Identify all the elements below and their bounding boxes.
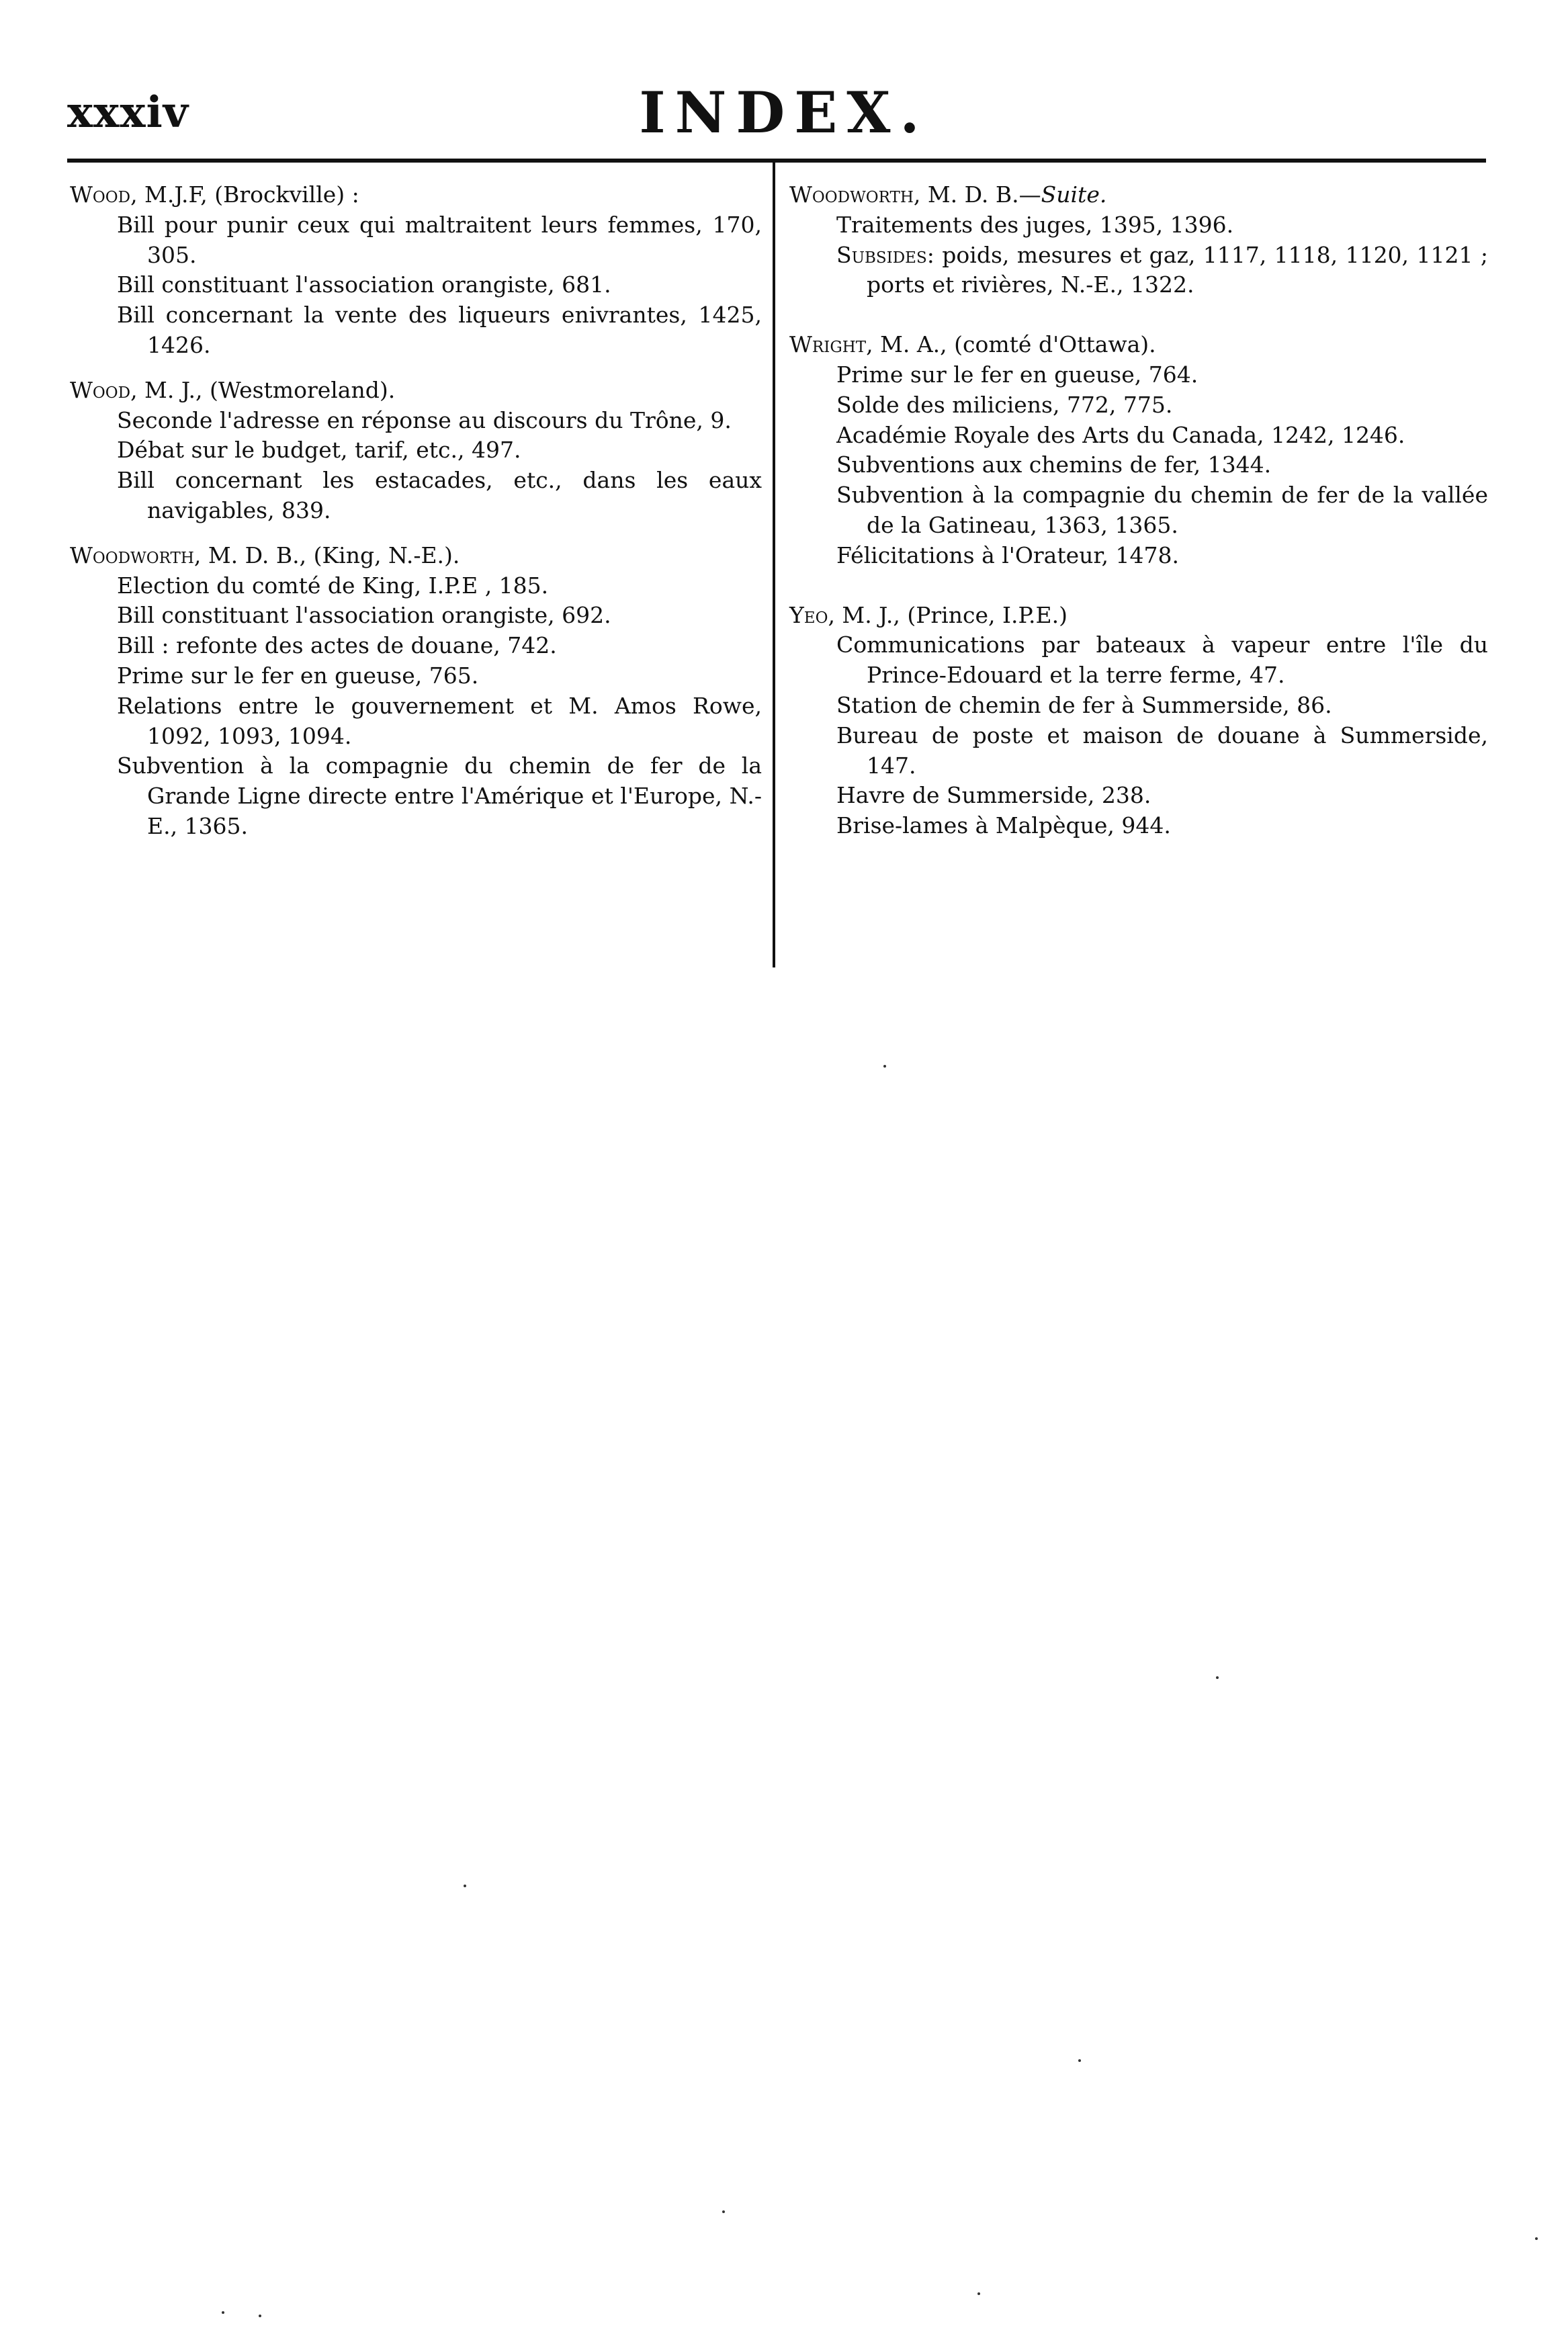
entry-item: Bureau de poste et maison de douane à Summerside, 147. xyxy=(836,722,1488,779)
scan-speck xyxy=(722,2210,725,2213)
scan-speck xyxy=(977,2292,980,2295)
member-details: , M.J.F, (Brockville) : xyxy=(130,181,359,208)
continued-label: Suite. xyxy=(1041,181,1107,208)
member-name: Wood xyxy=(70,181,131,208)
entry-item: Traitements des juges, 1395, 1396. xyxy=(836,211,1234,238)
entry-item xyxy=(836,241,1488,301)
index-entry xyxy=(789,330,1488,570)
page-title: INDEX. xyxy=(639,79,929,146)
entry-item: Brise-lames à Malpèque, 944. xyxy=(836,812,1171,839)
index-entry xyxy=(789,601,1488,841)
member-name: Wright xyxy=(789,331,867,358)
entry-item: Station de chemin de fer à Summerside, 86. xyxy=(836,691,1332,718)
member-details: , M. D. B.— xyxy=(913,181,1041,208)
entry-item: Bill pour punir ceux qui maltraitent leurs femmes, 170, 305. xyxy=(117,211,762,268)
entry-heading xyxy=(789,601,1488,631)
member-details: , M. A., (comté d'Ottawa). xyxy=(866,331,1156,358)
header-rule xyxy=(67,159,1486,163)
member-name: Yeo xyxy=(789,601,828,628)
entry-item: Subvention à la compagnie du chemin de fer de la vallée de la Gatineau, 1363, 1365. xyxy=(836,482,1488,538)
entry-item: Académie Royale des Arts du Canada, 1242, 1246. xyxy=(836,421,1405,448)
member-name: Woodworth xyxy=(789,181,914,208)
left-column xyxy=(70,180,762,857)
index-entry xyxy=(70,180,762,361)
scan-speck xyxy=(1216,1676,1219,1679)
entry-item: Prime sur le fer en gueuse, 764. xyxy=(836,361,1199,388)
entry-heading xyxy=(70,541,762,571)
entry-item: Election du comté de King, I.P.E , 185. xyxy=(117,572,549,599)
scan-speck xyxy=(883,1065,886,1068)
entry-item: Solde des miliciens, 772, 775. xyxy=(836,391,1173,418)
entry-item: Bill constituant l'association orangiste, 692. xyxy=(117,602,611,629)
entry-item: Débat sur le budget, tarif, etc., 497. xyxy=(117,437,521,464)
entry-item: Subventions aux chemins de fer, 1344. xyxy=(836,451,1272,478)
entry-heading xyxy=(70,376,762,406)
entry-item: Havre de Summerside, 238. xyxy=(836,782,1151,809)
entry-item: Prime sur le fer en gueuse, 765. xyxy=(117,662,479,689)
page-header xyxy=(0,0,1568,155)
entry-item: Bill constituant l'association orangiste, 681. xyxy=(117,271,611,298)
index-entry xyxy=(70,376,762,526)
scan-speck xyxy=(1078,2059,1081,2062)
scan-speck xyxy=(259,2315,261,2317)
entry-item: Bill : refonte des actes de douane, 742. xyxy=(117,632,557,659)
entry-item: Relations entre le gouvernement et M. Amos Rowe, 1092, 1093, 1094. xyxy=(117,692,762,749)
page-number: xxxiv xyxy=(67,87,189,138)
column-divider xyxy=(773,161,775,967)
entry-item: Bill concernant les estacades, etc., dans les eaux navigables, 839. xyxy=(117,467,762,523)
index-entry xyxy=(70,541,762,842)
member-details: , M. D. B., (King, N.-E.). xyxy=(193,542,460,568)
entry-heading xyxy=(789,330,1488,360)
entry-item: Subvention à la compagnie du chemin de fer de la Grande Ligne directe entre l'Amérique et l'Europe, N.-E., 1365. xyxy=(117,752,762,839)
entry-heading xyxy=(70,180,762,210)
member-name: Woodworth xyxy=(70,542,194,568)
entry-item: Communications par bateaux à vapeur entre l'île du Prince-Edouard et la terre ferme, 47. xyxy=(836,632,1488,689)
index-entry xyxy=(789,180,1488,300)
member-details: , M. J., (Prince, I.P.E.) xyxy=(828,601,1068,628)
member-details: , M. J., (Westmoreland). xyxy=(130,376,396,403)
entry-item: Seconde l'adresse en réponse au discours du Trône, 9. xyxy=(117,406,732,433)
right-column xyxy=(789,180,1488,856)
member-name: Wood xyxy=(70,376,131,403)
scan-speck xyxy=(1535,2237,1538,2240)
scan-speck xyxy=(222,2311,224,2314)
entry-item: Bill concernant la vente des liqueurs enivrantes, 1425, 1426. xyxy=(117,302,762,358)
scan-speck xyxy=(464,1885,466,1887)
subsidies-text: : poids, mesures et gaz, 1117, 1118, 1120, 1121 ; ports et rivières, N.-E., 1322. xyxy=(867,241,1488,298)
subsidies-label: Subsides xyxy=(836,241,927,268)
entry-heading xyxy=(789,180,1488,210)
entry-item: Félicitations à l'Orateur, 1478. xyxy=(836,542,1180,568)
